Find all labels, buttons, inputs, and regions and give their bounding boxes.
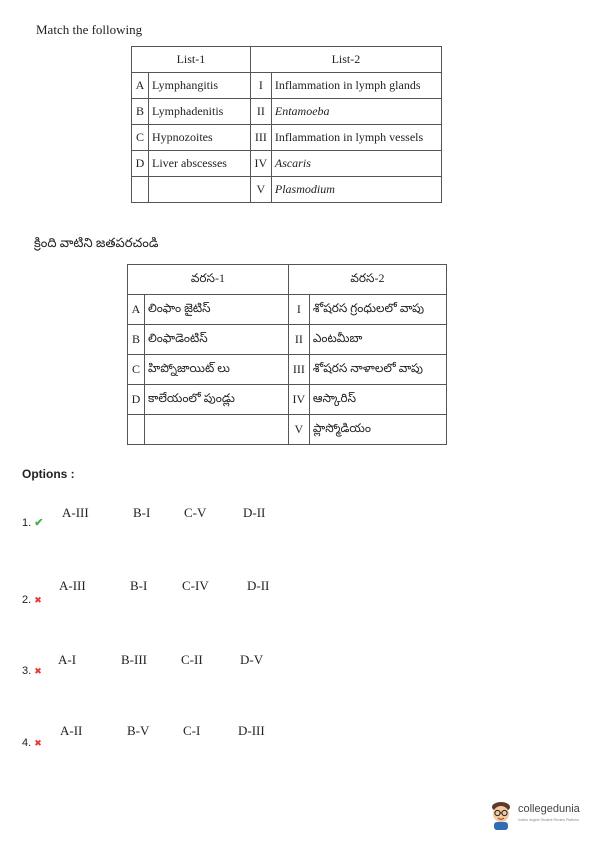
list2-item: శోషరస నాళాలలో వాపు bbox=[309, 355, 446, 385]
mascot-icon bbox=[488, 800, 514, 830]
list2-numeral: II bbox=[288, 325, 309, 355]
list1-letter: A bbox=[132, 73, 149, 99]
option-pair-a: A-II bbox=[60, 723, 83, 738]
list2-numeral: III bbox=[288, 355, 309, 385]
list2-header: List-2 bbox=[250, 47, 441, 73]
list1-header: List-1 bbox=[132, 47, 251, 73]
list2-item: Ascaris bbox=[271, 151, 441, 177]
list1-letter: A bbox=[128, 295, 145, 325]
check-icon: ✔ bbox=[34, 517, 44, 529]
list1-item: Liver abscesses bbox=[149, 151, 251, 177]
list2-numeral: V bbox=[250, 177, 271, 203]
table-header-row bbox=[128, 265, 447, 295]
option-2-number bbox=[22, 594, 42, 606]
option-number: 3. bbox=[22, 665, 32, 677]
options-label: Options : bbox=[22, 467, 75, 481]
list2-numeral: V bbox=[288, 415, 309, 445]
list2-item: ప్లాస్మోడియం bbox=[309, 415, 446, 445]
cross-icon: ✖ bbox=[34, 738, 42, 748]
list1-item: Hypnozoites bbox=[149, 125, 251, 151]
option-pair-d: D-V bbox=[240, 652, 264, 667]
list1-item bbox=[145, 415, 289, 445]
cross-icon: ✖ bbox=[34, 595, 42, 605]
list1-item: Lymphangitis bbox=[149, 73, 251, 99]
question-title-telugu: క్రింది వాటిని జతపరచండి bbox=[34, 235, 159, 250]
list1-letter: B bbox=[128, 325, 145, 355]
list2-numeral: IV bbox=[288, 385, 309, 415]
option-pair-c: C-IV bbox=[182, 578, 209, 593]
match-table-telugu bbox=[127, 264, 447, 445]
list2-item: Inflammation in lymph vessels bbox=[271, 125, 441, 151]
option-pair-c: C-V bbox=[184, 505, 207, 520]
option-pair-d: D-II bbox=[243, 505, 266, 520]
list1-letter: D bbox=[128, 385, 145, 415]
option-pair-a: A-I bbox=[58, 652, 77, 667]
table-header-row bbox=[132, 47, 442, 73]
logo-name: collegedunia bbox=[518, 803, 580, 815]
list1-item: హిప్నోజాయిట్ లు bbox=[145, 355, 289, 385]
list1-item: లింఫాడెంటిస్ bbox=[145, 325, 289, 355]
option-pair-c: C-I bbox=[183, 723, 201, 738]
option-4[interactable] bbox=[0, 723, 595, 743]
option-pair-a: A-III bbox=[59, 578, 86, 593]
table-row bbox=[132, 125, 442, 151]
list2-item: Inflammation in lymph glands bbox=[271, 73, 441, 99]
option-pair-b: B-I bbox=[133, 505, 151, 520]
list1-item: కాలేయంలో పుండ్లు bbox=[145, 385, 289, 415]
list2-numeral: I bbox=[288, 295, 309, 325]
table-row bbox=[132, 99, 442, 125]
list2-numeral: IV bbox=[250, 151, 271, 177]
list1-item: Lymphadenitis bbox=[149, 99, 251, 125]
option-number: 1. bbox=[22, 517, 32, 529]
option-pair-b: B-I bbox=[130, 578, 148, 593]
list2-item: ఎంటమీబా bbox=[309, 325, 446, 355]
list1-item: లింఫాం జైటిస్ bbox=[145, 295, 289, 325]
option-pair-d: D-III bbox=[238, 723, 265, 738]
list1-item bbox=[149, 177, 251, 203]
option-pair-c: C-II bbox=[181, 652, 203, 667]
list1-letter: B bbox=[132, 99, 149, 125]
list2-numeral: II bbox=[250, 99, 271, 125]
list2-item: Entamoeba bbox=[271, 99, 441, 125]
match-table-english bbox=[131, 46, 442, 203]
option-number: 4. bbox=[22, 737, 32, 749]
option-3[interactable] bbox=[0, 652, 595, 672]
table-row bbox=[128, 385, 447, 415]
list1-header: వరస-1 bbox=[128, 265, 289, 295]
option-pair-b: B-III bbox=[121, 652, 147, 667]
list1-letter: C bbox=[128, 355, 145, 385]
cross-icon: ✖ bbox=[34, 666, 42, 676]
option-2[interactable] bbox=[0, 578, 595, 598]
list2-numeral: III bbox=[250, 125, 271, 151]
option-pair-b: B-V bbox=[127, 723, 150, 738]
list1-letter bbox=[128, 415, 145, 445]
list2-header: వరస-2 bbox=[288, 265, 446, 295]
question-title: Match the following bbox=[36, 22, 143, 37]
list1-letter: D bbox=[132, 151, 149, 177]
option-1-number bbox=[22, 516, 43, 529]
option-4-number bbox=[22, 737, 42, 749]
list2-item: శోషరస గ్రంధులలో వాపు bbox=[309, 295, 446, 325]
list1-letter bbox=[132, 177, 149, 203]
list2-item: ఆస్కారిస్ bbox=[309, 385, 446, 415]
table-row bbox=[128, 355, 447, 385]
collegedunia-logo bbox=[488, 800, 588, 830]
table-row bbox=[132, 177, 442, 203]
logo-tagline: India's largest Student Review Platform bbox=[518, 818, 579, 822]
table-row bbox=[128, 295, 447, 325]
table-row bbox=[128, 325, 447, 355]
option-pair-a: A-III bbox=[62, 505, 89, 520]
list1-letter: C bbox=[132, 125, 149, 151]
table-row bbox=[132, 151, 442, 177]
list2-numeral: I bbox=[250, 73, 271, 99]
option-number: 2. bbox=[22, 594, 32, 606]
option-3-number bbox=[22, 665, 42, 677]
list2-item: Plasmodium bbox=[271, 177, 441, 203]
option-pair-d: D-II bbox=[247, 578, 270, 593]
table-row bbox=[132, 73, 442, 99]
option-1[interactable] bbox=[0, 505, 595, 525]
table-row bbox=[128, 415, 447, 445]
